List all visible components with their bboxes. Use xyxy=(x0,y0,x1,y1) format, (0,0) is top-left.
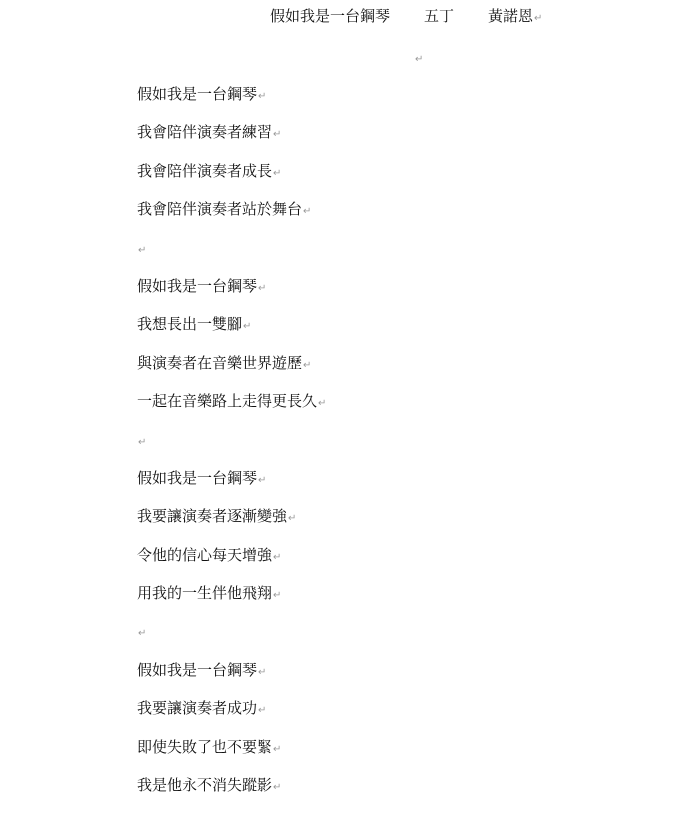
poem-line: 假如我是一台鋼琴↵ xyxy=(137,85,267,103)
paragraph-mark-icon: ↵ xyxy=(303,206,312,218)
paragraph-mark-icon: ↵ xyxy=(138,436,147,448)
paragraph-mark-icon: ↵ xyxy=(258,666,267,678)
paragraph-mark-icon: ↵ xyxy=(273,129,282,141)
paragraph-mark-icon: ↵ xyxy=(273,743,282,755)
poem-line: 假如我是一台鋼琴↵ xyxy=(137,660,267,679)
poem-line: 假如我是一台鋼琴↵ xyxy=(137,276,267,295)
poem-line: 假如我是一台鋼琴↵ xyxy=(137,468,267,487)
paragraph-mark-icon: ↵ xyxy=(303,359,312,371)
paragraph-mark-icon: ↵ xyxy=(138,628,147,640)
blank-line xyxy=(137,238,657,276)
paragraph-mark-icon: ↵ xyxy=(288,513,297,525)
poem-line: 我會陪伴演奏者站於舞台↵ xyxy=(137,200,312,219)
paragraph-mark-icon: ↵ xyxy=(243,321,252,333)
paragraph-mark-icon: ↵ xyxy=(273,167,282,179)
paragraph-mark-icon: ↵ xyxy=(534,13,543,24)
poem-line: 我想長出一雙腳↵ xyxy=(137,315,252,334)
author-name: 黃諾恩 xyxy=(488,7,534,25)
blank-line xyxy=(137,430,657,468)
paragraph-mark-icon: ↵ xyxy=(415,54,424,65)
poem-line: 我要讓演奏者逐漸變強↵ xyxy=(137,507,297,526)
blank-line xyxy=(137,621,657,659)
class-grade: 五丁 xyxy=(424,7,455,25)
poem-line: 即使失敗了也不要緊↵ xyxy=(137,737,282,756)
poem-line: 一起在音樂路上走得更長久↵ xyxy=(137,392,327,411)
empty-paragraph xyxy=(414,47,423,66)
poem-line: 我會陪伴演奏者練習↵ xyxy=(137,123,282,142)
poem-title: 假如我是一台鋼琴 xyxy=(270,7,391,25)
paragraph-mark-icon: ↵ xyxy=(318,398,327,410)
poem-line: 我會陪伴演奏者成長↵ xyxy=(137,161,282,180)
paragraph-mark-icon: ↵ xyxy=(258,705,267,717)
poem-line: 令他的信心每天增強↵ xyxy=(137,545,282,564)
paragraph-mark-icon: ↵ xyxy=(273,590,282,602)
paragraph-mark-icon: ↵ xyxy=(258,474,267,486)
paragraph-mark-icon: ↵ xyxy=(258,282,267,294)
paragraph-mark-icon: ↵ xyxy=(258,91,267,102)
poem-line: 用我的一生伴他飛翔↵ xyxy=(137,584,282,603)
poem-line: 我是他永不消失蹤影↵ xyxy=(137,776,282,795)
poem-header xyxy=(270,6,542,29)
poem-body xyxy=(137,84,657,813)
paragraph-mark-icon: ↵ xyxy=(138,244,147,256)
poem-line: 與演奏者在音樂世界遊歷↵ xyxy=(137,353,312,372)
paragraph-mark-icon: ↵ xyxy=(273,551,282,563)
paragraph-mark-icon: ↵ xyxy=(273,782,282,794)
poem-line: 我要讓演奏者成功↵ xyxy=(137,699,267,718)
